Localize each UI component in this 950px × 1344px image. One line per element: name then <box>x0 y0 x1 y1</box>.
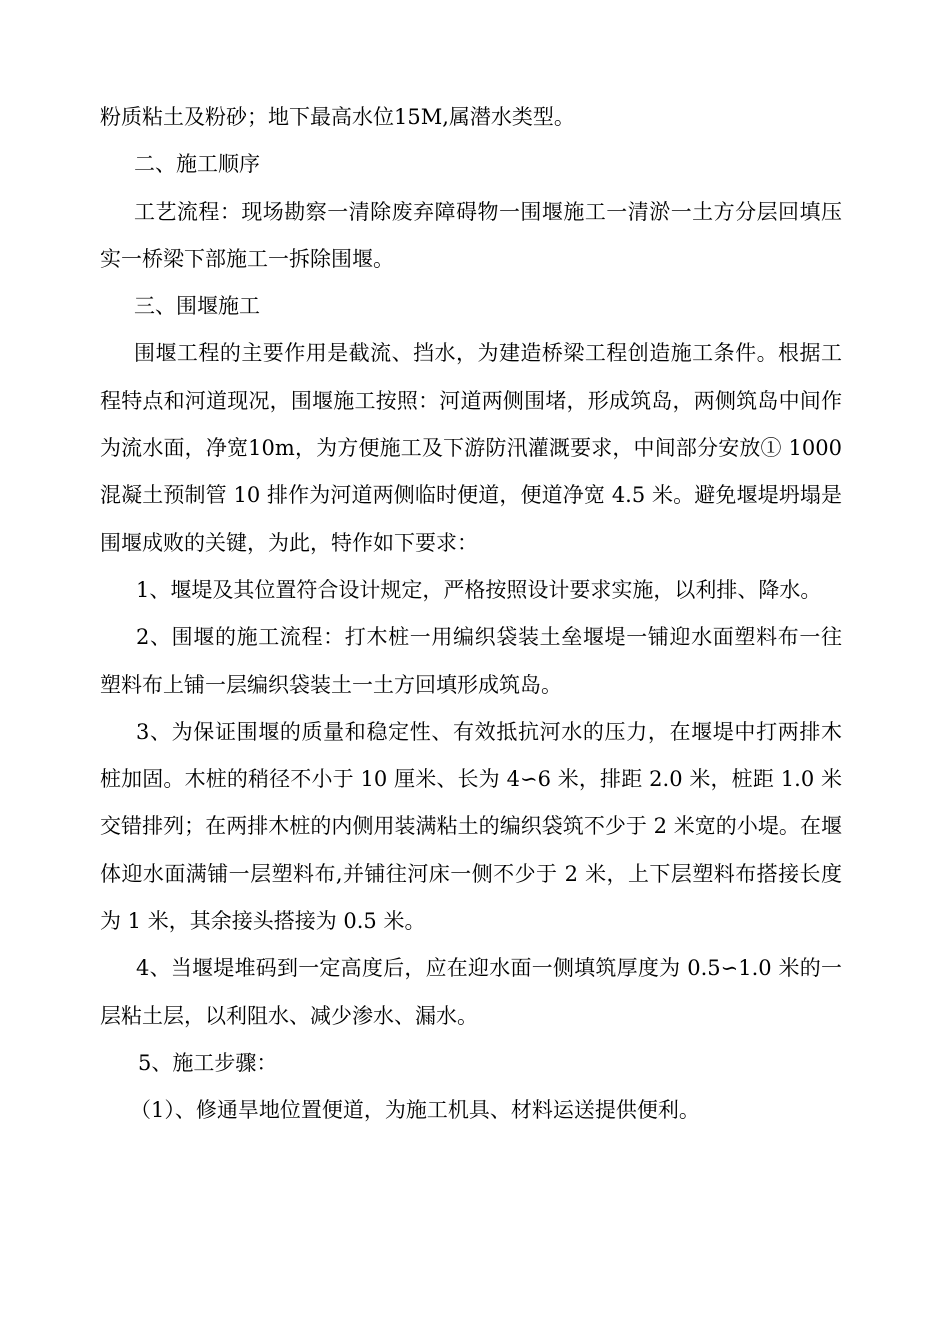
list-item-requirement-1: 1、堰堤及其位置符合设计规定，严格按照设计要求实施，以利排、降水。 <box>136 577 822 602</box>
section-heading-construction-sequence: 二、施工顺序 <box>134 152 260 177</box>
paragraph-process-flow: 工艺流程：现场勘察一清除废弃障碍物一围堰施工一清淤一土方分层回填压实一桥梁下部施工一拆除围堰。 <box>100 199 842 271</box>
paragraph-soil-water-level: 粉质粘土及粉砂；地下最高水位15M,属潜水类型。 <box>100 105 575 129</box>
list-item-requirement-3: 3、为保证围堰的质量和稳定性、有效抵抗河水的压力，在堰堤中打两排木桩加固。木桩的稍径不小于 10 厘米、长为 4∽6 米，排距 2.0 米，桩距 1.0 米交错排列；在两排木桩的内侧用装满粘土的编织袋筑不少于 2 米宽的小堤。在堰体迎水面满铺一层塑料布,并铺往河床一侧不少于 2 米，上下层塑料布搭接长度为 1 米，其余接头搭接为 0.5 米。 <box>100 719 842 934</box>
document-body <box>100 94 842 1135</box>
paragraph-cofferdam-purpose: 围堰工程的主要作用是截流、挡水，为建造桥梁工程创造施工条件。根据工程特点和河道现况，围堰施工按照：河道两侧围堵，形成筑岛，两侧筑岛中间作为流水面，净宽10m，为方便施工及下游防汛灌溉要求，中间部分安放① 1000 混凝土预制管 10 排作为河道两侧临时便道，便道净宽 4.5 米。避免堰堤坍塌是围堰成败的关键，为此，特作如下要求： <box>100 341 842 555</box>
section-heading-cofferdam-construction: 三、围堰施工 <box>134 294 260 319</box>
list-item-requirement-4: 4、当堰堤堆码到一定高度后，应在迎水面一侧填筑厚度为 0.5∽1.0 米的一层粘土层，以利阻水、减少渗水、漏水。 <box>100 956 842 1028</box>
list-item-requirement-2: 2、围堰的施工流程：打木桩一用编织袋装土垒堰堤一铺迎水面塑料布一往塑料布上铺一层编织袋装土一土方回填形成筑岛。 <box>100 625 842 697</box>
list-item-step-1: （1）、修通旱地位置便道，为施工机具、材料运送提供便利。 <box>130 1098 700 1123</box>
list-item-construction-steps: 5、施工步骤： <box>138 1050 278 1075</box>
